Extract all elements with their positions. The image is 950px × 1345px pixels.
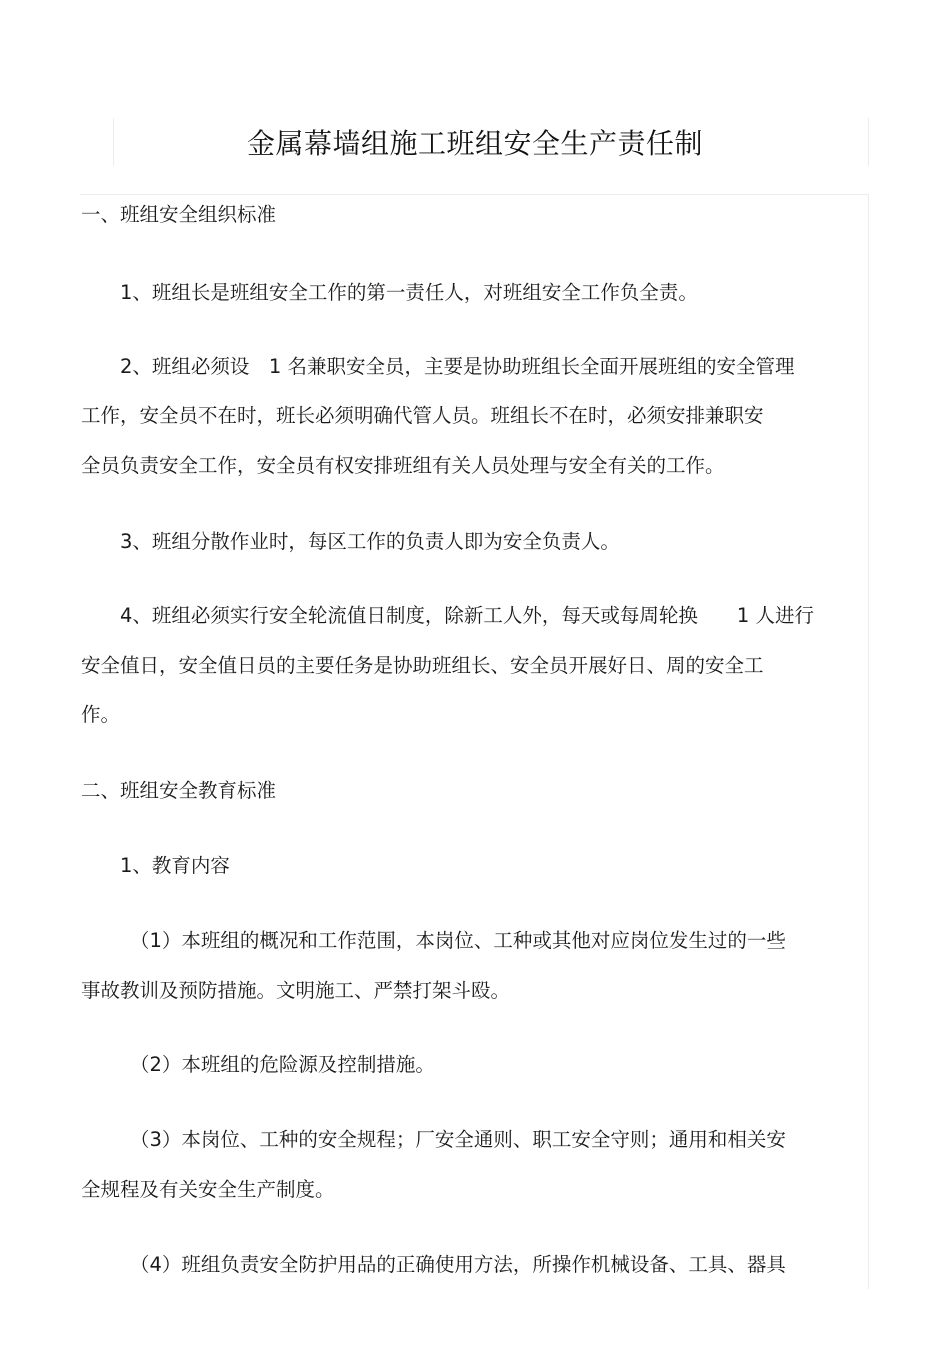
section-heading-organization: 一、班组安全组织标准 — [81, 203, 277, 226]
subsection-heading: 1、教育内容 — [120, 854, 230, 877]
paragraph-line: （4）班组负责安全防护用品的正确使用方法，所操作机械设备、工具、器具 — [130, 1253, 786, 1276]
paragraph-line: 作。 — [81, 703, 121, 726]
paragraph-line: 3、班组分散作业时，每区工作的负责人即为安全负责人。 — [120, 530, 620, 553]
paragraph-line: （2）本班组的危险源及控制措施。 — [130, 1053, 435, 1076]
paragraph-line: 2、班组必须设 1 名兼职安全员，主要是协助班组长全面开展班组的安全管理 — [120, 355, 795, 378]
section-heading-education: 二、班组安全教育标准 — [81, 779, 277, 802]
paragraph-line: 事故教训及预防措施。文明施工、严禁打架斗殴。 — [81, 979, 511, 1002]
body-frame-right — [868, 194, 869, 1289]
document-title: 金属幕墙组施工班组安全生产责任制 — [246, 127, 703, 160]
paragraph-line: 全规程及有关安全生产制度。 — [81, 1178, 335, 1201]
paragraph-line: 安全值日，安全值日员的主要任务是协助班组长、安全员开展好日、周的安全工 — [81, 654, 764, 677]
paragraph-line: （1）本班组的概况和工作范围，本岗位、工种或其他对应岗位发生过的一些 — [130, 929, 786, 952]
paragraph-line: 工作，安全员不在时，班长必须明确代管人员。班组长不在时，必须安排兼职安 — [81, 404, 764, 427]
title-rule — [80, 194, 869, 195]
paragraph-line: 全员负责安全工作，安全员有权安排班组有关人员处理与安全有关的工作。 — [81, 454, 725, 477]
paragraph-line: （3）本岗位、工种的安全规程；厂安全通则、职工安全守则；通用和相关安 — [130, 1128, 786, 1151]
paragraph-line: 1、班组长是班组安全工作的第一责任人，对班组安全工作负全责。 — [120, 281, 698, 304]
paragraph-line: 4、班组必须实行安全轮流值日制度，除新工人外，每天或每周轮换 1 人进行 — [120, 604, 815, 627]
